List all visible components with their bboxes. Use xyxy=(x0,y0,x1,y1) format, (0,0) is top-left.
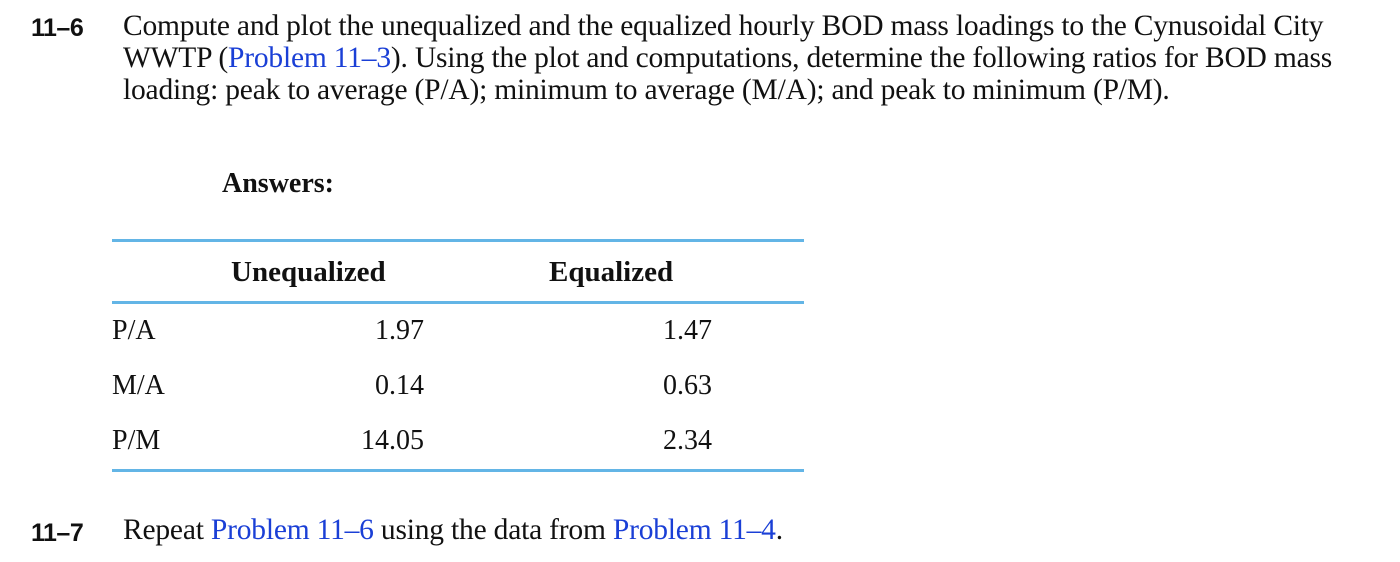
table-cell-pa-unequalized: 1.97 xyxy=(375,315,424,346)
table-cell-pm-equalized: 2.34 xyxy=(663,425,712,456)
table-cell-pa-equalized: 1.47 xyxy=(663,315,712,346)
column-header-unequalized: Unequalized xyxy=(231,256,386,288)
table-cell-ma-unequalized: 0.14 xyxy=(375,370,424,401)
table-row-label-pm: P/M xyxy=(112,425,161,456)
problem-11-6-text xyxy=(123,10,1393,106)
table-header-rule xyxy=(112,301,804,304)
problem-11-7-text-end: . xyxy=(775,514,783,546)
link-problem-11-3[interactable]: Problem 11–3 xyxy=(228,42,391,74)
problem-11-7-text xyxy=(123,514,1393,546)
link-problem-11-6[interactable]: Problem 11–6 xyxy=(210,514,374,546)
problem-11-7-text-middle: using the data from xyxy=(373,514,613,546)
problem-11-6-number: 11–6 xyxy=(31,14,84,42)
problem-11-7-text-start: Repeat xyxy=(123,514,211,546)
problem-11-7-number: 11–7 xyxy=(31,519,84,547)
table-cell-ma-equalized: 0.63 xyxy=(663,370,712,401)
table-cell-pm-unequalized: 14.05 xyxy=(361,425,424,456)
table-row-label-ma: M/A xyxy=(112,370,165,401)
table-top-rule xyxy=(112,239,804,242)
table-row-label-pa: P/A xyxy=(112,315,156,346)
column-header-equalized: Equalized xyxy=(549,256,674,288)
problem-11-6-text-start: Compute and plot the unequalized and the equalized hourly BOD mass loadings to the Cynusoidal City WWTP ( xyxy=(123,10,1324,74)
answers-label: Answers: xyxy=(222,168,334,199)
table-bottom-rule xyxy=(112,469,804,472)
link-problem-11-4[interactable]: Problem 11–4 xyxy=(612,514,776,546)
problem-11-6-text-end: ). Using the plot and computations, determine the following ratios for BOD mass loading: peak to average (P/A); minimum to average (M/A); and peak to minimum (P/M). xyxy=(123,42,1333,106)
